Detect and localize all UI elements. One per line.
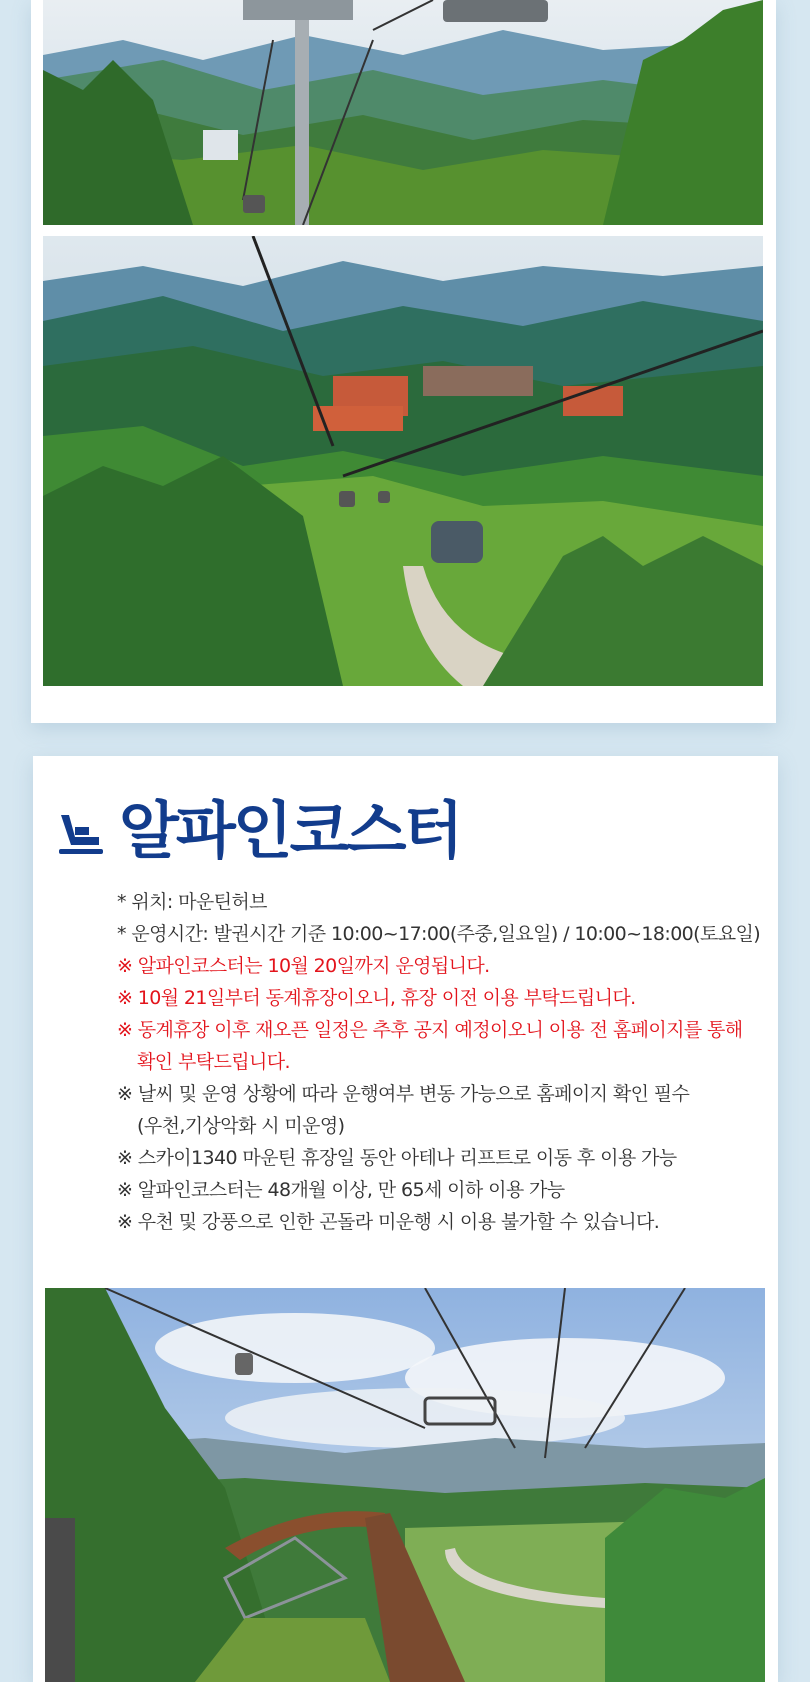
section-heading xyxy=(55,794,461,867)
alpine-coaster-photo xyxy=(45,1288,765,1682)
gondola-resort-photo xyxy=(43,236,763,686)
notice-weather: ※ 날씨 및 운영 상황에 따라 운행여부 변동 가능으로 홈페이지 확인 필수 xyxy=(117,1083,690,1105)
notice-lift: ※ 스카이1340 마운틴 휴장일 동안 아테나 리프트로 이동 후 이용 가능 xyxy=(117,1147,677,1169)
alpine-coaster-info xyxy=(117,886,777,1238)
info-location: * 위치: 마운틴허브 xyxy=(117,891,267,913)
page-title: 알파인코스터 xyxy=(119,794,461,867)
notice-reopen-cont: 확인 부탁드립니다. xyxy=(137,1051,290,1073)
notice-weather-cont: (우천,기상악화 시 미운영) xyxy=(137,1115,345,1137)
info-hours: * 운영시간: 발권시간 기준 10:00~17:00(주중,일요일) / 10:00~18:00(토요일) xyxy=(117,923,761,945)
notice-winter-closure: ※ 10월 21일부터 동계휴장이오니, 휴장 이전 이용 부탁드립니다. xyxy=(117,987,636,1009)
alpine-coaster-icon xyxy=(55,805,107,857)
notice-operation-end: ※ 알파인코스터는 10월 20일까지 운영됩니다. xyxy=(117,955,490,977)
notice-rain: ※ 우천 및 강풍으로 인한 곤돌라 미운행 시 이용 불가할 수 있습니다. xyxy=(117,1211,660,1233)
notice-age: ※ 알파인코스터는 48개월 이상, 만 65세 이하 이용 가능 xyxy=(117,1179,565,1201)
notice-reopen: ※ 동계휴장 이후 재오픈 일정은 추후 공지 예정이오니 이용 전 홈페이지를 통해 xyxy=(117,1019,743,1041)
gondola-tower-photo xyxy=(43,0,763,225)
